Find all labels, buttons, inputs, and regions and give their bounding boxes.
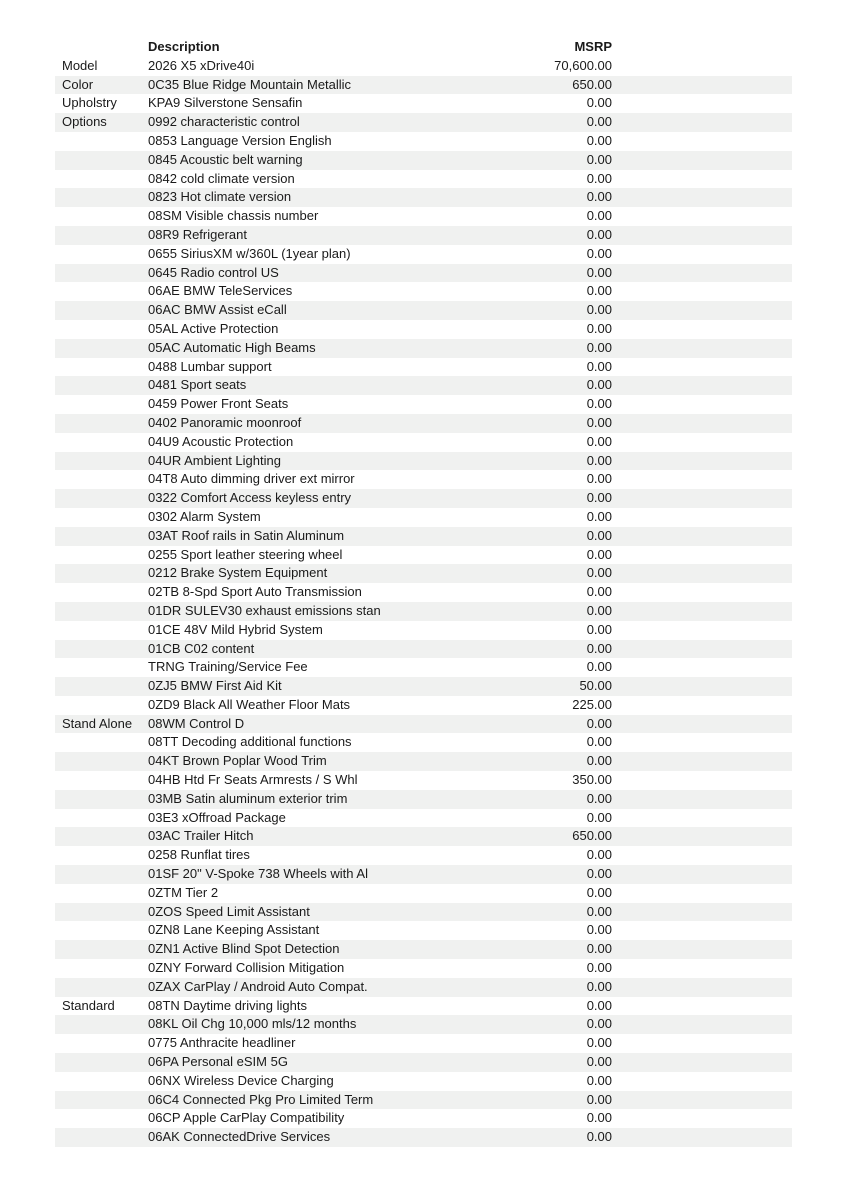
table-row [55, 677, 792, 696]
row-filler [612, 564, 792, 583]
row-msrp: 0.00 [586, 602, 612, 618]
row-msrp: 0.00 [586, 941, 612, 957]
row-category [55, 583, 148, 602]
row-filler [612, 94, 792, 113]
table-row [55, 395, 792, 414]
table-row [55, 865, 792, 884]
table-row [55, 602, 792, 621]
row-description: 0ZD9 Black All Weather Floor Mats [148, 696, 351, 712]
row-filler [612, 921, 792, 940]
row-msrp: 0.00 [586, 640, 612, 656]
row-category [55, 903, 148, 922]
row-description: 04UR Ambient Lighting [148, 452, 281, 468]
row-description: 0ZTM Tier 2 [148, 884, 219, 900]
row-category [55, 790, 148, 809]
row-category: Color [62, 76, 94, 92]
row-category [55, 395, 148, 414]
table-row [55, 188, 792, 207]
row-msrp: 0.00 [586, 508, 612, 524]
row-msrp: 0.00 [586, 753, 612, 769]
row-description: 05AC Automatic High Beams [148, 339, 316, 355]
row-category [55, 527, 148, 546]
row-msrp: 0.00 [586, 884, 612, 900]
row-filler [612, 113, 792, 132]
msrp-column-header: MSRP [574, 39, 612, 54]
row-category [55, 809, 148, 828]
row-msrp: 0.00 [586, 226, 612, 242]
category-column-header [55, 38, 148, 57]
row-msrp: 225.00 [572, 696, 612, 712]
table-row [55, 940, 792, 959]
row-msrp: 0.00 [586, 1016, 612, 1032]
table-row [55, 433, 792, 452]
row-msrp: 0.00 [586, 170, 612, 186]
row-msrp: 0.00 [586, 132, 612, 148]
table-row [55, 846, 792, 865]
row-msrp: 0.00 [586, 358, 612, 374]
row-filler [612, 395, 792, 414]
row-category [55, 320, 148, 339]
row-filler [612, 978, 792, 997]
row-category [55, 414, 148, 433]
row-filler [612, 940, 792, 959]
row-msrp: 0.00 [586, 790, 612, 806]
row-description: 0ZNY Forward Collision Mitigation [148, 960, 345, 976]
table-row [55, 226, 792, 245]
row-description: 0853 Language Version English [148, 132, 332, 148]
row-description: 06C4 Connected Pkg Pro Limited Term [148, 1091, 374, 1107]
row-msrp: 0.00 [586, 1072, 612, 1088]
row-category [55, 621, 148, 640]
table-row [55, 489, 792, 508]
row-filler [612, 358, 792, 377]
table-row [55, 640, 792, 659]
table-row [55, 997, 792, 1016]
table-row [55, 527, 792, 546]
row-filler [612, 546, 792, 565]
row-category [55, 752, 148, 771]
row-filler [612, 1015, 792, 1034]
table-row [55, 921, 792, 940]
row-filler [612, 57, 792, 76]
row-msrp: 0.00 [586, 978, 612, 994]
row-category [55, 884, 148, 903]
row-msrp: 0.00 [586, 264, 612, 280]
row-filler [612, 433, 792, 452]
row-description: 04HB Htd Fr Seats Armrests / S Whl [148, 772, 358, 788]
row-description: 08R9 Refrigerant [148, 226, 247, 242]
row-category [55, 508, 148, 527]
row-filler [612, 1128, 792, 1147]
row-category [55, 151, 148, 170]
row-category [55, 865, 148, 884]
row-description: 0ZJ5 BMW First Aid Kit [148, 678, 282, 694]
table-row [55, 245, 792, 264]
row-category [55, 433, 148, 452]
row-msrp: 0.00 [586, 1035, 612, 1051]
row-msrp: 0.00 [586, 659, 612, 675]
table-row [55, 76, 792, 95]
table-row [55, 752, 792, 771]
row-description: 0459 Power Front Seats [148, 396, 289, 412]
row-description: 0402 Panoramic moonroof [148, 414, 302, 430]
row-msrp: 0.00 [586, 1110, 612, 1126]
row-description: 01DR SULEV30 exhaust emissions stan [148, 602, 381, 618]
row-description: 0C35 Blue Ridge Mountain Metallic [148, 76, 352, 92]
row-filler [612, 846, 792, 865]
table-row [55, 564, 792, 583]
row-category [55, 188, 148, 207]
row-category [55, 1109, 148, 1128]
row-msrp: 0.00 [586, 208, 612, 224]
row-msrp: 0.00 [586, 1091, 612, 1107]
row-category [55, 1015, 148, 1034]
row-category [55, 1053, 148, 1072]
row-filler [612, 1072, 792, 1091]
table-row [55, 733, 792, 752]
row-description: 01CE 48V Mild Hybrid System [148, 621, 323, 637]
row-description: 0ZN1 Active Blind Spot Detection [148, 941, 340, 957]
row-category [55, 282, 148, 301]
row-description: 03MB Satin aluminum exterior trim [148, 790, 348, 806]
row-filler [612, 527, 792, 546]
row-description: 0212 Brake System Equipment [148, 565, 328, 581]
row-filler [612, 677, 792, 696]
table-row [55, 508, 792, 527]
row-category: Standard [62, 997, 115, 1013]
row-description: 08KL Oil Chg 10,000 mls/12 months [148, 1016, 357, 1032]
row-description: 03AT Roof rails in Satin Aluminum [148, 527, 345, 543]
header-row [55, 38, 792, 57]
row-category [55, 132, 148, 151]
row-description: 04U9 Acoustic Protection [148, 433, 294, 449]
row-msrp: 0.00 [586, 903, 612, 919]
row-filler [612, 771, 792, 790]
row-filler [612, 621, 792, 640]
table-row [55, 113, 792, 132]
row-category [55, 564, 148, 583]
row-category [55, 921, 148, 940]
table-row [55, 715, 792, 734]
table-row [55, 301, 792, 320]
row-description: 06AK ConnectedDrive Services [148, 1129, 331, 1145]
row-filler [612, 414, 792, 433]
row-category [55, 264, 148, 283]
row-description: KPA9 Silverstone Sensafin [148, 95, 303, 111]
row-description: 0992 characteristic control [148, 114, 300, 130]
row-category [55, 1091, 148, 1110]
row-filler [612, 715, 792, 734]
row-filler [612, 508, 792, 527]
row-filler [612, 1053, 792, 1072]
row-description: 02TB 8-Spd Sport Auto Transmission [148, 584, 362, 600]
row-msrp: 0.00 [586, 960, 612, 976]
table-row [55, 1072, 792, 1091]
row-filler [612, 884, 792, 903]
table-row [55, 1034, 792, 1053]
row-description: 0ZAX CarPlay / Android Auto Compat. [148, 978, 368, 994]
row-filler [612, 903, 792, 922]
row-description: 0ZOS Speed Limit Assistant [148, 903, 310, 919]
table-row [55, 1091, 792, 1110]
row-msrp: 0.00 [586, 997, 612, 1013]
row-msrp: 0.00 [586, 377, 612, 393]
row-category [55, 846, 148, 865]
row-description: 0823 Hot climate version [148, 189, 292, 205]
row-description: 01CB C02 content [148, 640, 255, 656]
table-row [55, 376, 792, 395]
row-msrp: 0.00 [586, 114, 612, 130]
row-category [55, 470, 148, 489]
pricing-table [55, 38, 792, 1147]
row-description: 0655 SiriusXM w/360L (1year plan) [148, 245, 351, 261]
row-msrp: 0.00 [586, 1054, 612, 1070]
table-row [55, 827, 792, 846]
table-row [55, 978, 792, 997]
row-category [55, 1034, 148, 1053]
row-category [55, 640, 148, 659]
row-msrp: 0.00 [586, 320, 612, 336]
row-filler [612, 151, 792, 170]
table-row [55, 790, 792, 809]
row-filler [612, 1091, 792, 1110]
row-filler [612, 640, 792, 659]
table-row [55, 696, 792, 715]
row-category [55, 677, 148, 696]
row-category [55, 827, 148, 846]
row-msrp: 0.00 [586, 546, 612, 562]
row-msrp: 0.00 [586, 584, 612, 600]
row-description: 0302 Alarm System [148, 508, 261, 524]
row-filler [612, 339, 792, 358]
row-filler [612, 1109, 792, 1128]
table-row [55, 94, 792, 113]
pricing-table-body [55, 57, 792, 1147]
row-filler [612, 376, 792, 395]
row-msrp: 0.00 [586, 396, 612, 412]
row-description: 0488 Lumbar support [148, 358, 272, 374]
row-msrp: 70,600.00 [554, 57, 612, 73]
table-row [55, 452, 792, 471]
table-row [55, 414, 792, 433]
table-row [55, 959, 792, 978]
row-description: 2026 X5 xDrive40i [148, 57, 255, 73]
row-description: 08TT Decoding additional functions [148, 734, 352, 750]
row-description: 03AC Trailer Hitch [148, 828, 254, 844]
table-row [55, 151, 792, 170]
table-row [55, 903, 792, 922]
row-category [55, 170, 148, 189]
row-description: 0258 Runflat tires [148, 847, 250, 863]
row-description: 0842 cold climate version [148, 170, 295, 186]
row-category [55, 696, 148, 715]
row-msrp: 0.00 [586, 95, 612, 111]
row-filler [612, 959, 792, 978]
row-filler [612, 452, 792, 471]
description-column-header: Description [148, 39, 220, 54]
row-category [55, 358, 148, 377]
row-filler [612, 226, 792, 245]
table-row [55, 546, 792, 565]
row-msrp: 0.00 [586, 189, 612, 205]
row-filler [612, 809, 792, 828]
row-filler [612, 207, 792, 226]
table-row [55, 1053, 792, 1072]
row-msrp: 650.00 [572, 828, 612, 844]
row-filler [612, 997, 792, 1016]
row-filler [612, 320, 792, 339]
table-row [55, 170, 792, 189]
row-category [55, 226, 148, 245]
row-msrp: 0.00 [586, 621, 612, 637]
row-description: 06CP Apple CarPlay Compatibility [148, 1110, 345, 1126]
row-description: 06AE BMW TeleServices [148, 283, 293, 299]
row-category [55, 245, 148, 264]
row-description: 08TN Daytime driving lights [148, 997, 307, 1013]
row-msrp: 0.00 [586, 715, 612, 731]
row-description: 06NX Wireless Device Charging [148, 1072, 334, 1088]
row-msrp: 0.00 [586, 490, 612, 506]
row-filler [612, 188, 792, 207]
row-filler [612, 827, 792, 846]
table-row [55, 884, 792, 903]
row-msrp: 0.00 [586, 866, 612, 882]
table-row [55, 809, 792, 828]
row-msrp: 0.00 [586, 339, 612, 355]
table-row [55, 264, 792, 283]
row-category [55, 207, 148, 226]
row-category [55, 1072, 148, 1091]
row-filler [612, 602, 792, 621]
row-filler [612, 489, 792, 508]
pricing-table-header [55, 38, 792, 57]
row-filler [612, 658, 792, 677]
row-category [55, 339, 148, 358]
row-filler [612, 1034, 792, 1053]
row-category: Stand Alone [62, 715, 133, 731]
row-description: 0845 Acoustic belt warning [148, 151, 303, 167]
row-msrp: 0.00 [586, 565, 612, 581]
row-description: 03E3 xOffroad Package [148, 809, 286, 825]
row-category [55, 376, 148, 395]
row-description: TRNG Training/Service Fee [148, 659, 308, 675]
row-filler [612, 264, 792, 283]
row-msrp: 0.00 [586, 452, 612, 468]
table-row [55, 207, 792, 226]
row-category [55, 940, 148, 959]
table-row [55, 320, 792, 339]
row-msrp: 350.00 [572, 772, 612, 788]
row-filler [612, 696, 792, 715]
row-msrp: 0.00 [586, 527, 612, 543]
table-row [55, 1128, 792, 1147]
row-description: 06AC BMW Assist eCall [148, 302, 287, 318]
row-description: 05AL Active Protection [148, 320, 279, 336]
row-msrp: 0.00 [586, 1129, 612, 1145]
table-row [55, 282, 792, 301]
row-filler [612, 470, 792, 489]
row-filler [612, 583, 792, 602]
row-description: 06PA Personal eSIM 5G [148, 1054, 288, 1070]
row-category [55, 733, 148, 752]
row-description: 01SF 20" V-Spoke 738 Wheels with Al [148, 866, 368, 882]
row-msrp: 0.00 [586, 433, 612, 449]
row-description: 04T8 Auto dimming driver ext mirror [148, 471, 355, 487]
table-row [55, 132, 792, 151]
row-description: 08WM Control D [148, 715, 245, 731]
row-msrp: 0.00 [586, 414, 612, 430]
table-row [55, 771, 792, 790]
row-msrp: 0.00 [586, 734, 612, 750]
row-category: Options [62, 114, 107, 130]
row-filler [612, 132, 792, 151]
row-category [55, 452, 148, 471]
row-msrp: 0.00 [586, 151, 612, 167]
row-category [55, 658, 148, 677]
row-description: 0775 Anthracite headliner [148, 1035, 296, 1051]
row-msrp: 0.00 [586, 471, 612, 487]
row-category [55, 546, 148, 565]
row-category [55, 489, 148, 508]
row-description: 0ZN8 Lane Keeping Assistant [148, 922, 320, 938]
row-msrp: 0.00 [586, 847, 612, 863]
row-filler [612, 790, 792, 809]
row-category [55, 771, 148, 790]
row-category [55, 959, 148, 978]
table-row [55, 1015, 792, 1034]
row-msrp: 0.00 [586, 922, 612, 938]
row-filler [612, 170, 792, 189]
row-category [55, 978, 148, 997]
row-filler [612, 733, 792, 752]
row-category: Upholstry [62, 95, 117, 111]
table-row [55, 358, 792, 377]
table-row [55, 470, 792, 489]
row-description: 08SM Visible chassis number [148, 208, 319, 224]
table-row [55, 1109, 792, 1128]
row-msrp: 0.00 [586, 302, 612, 318]
row-filler [612, 282, 792, 301]
row-msrp: 50.00 [579, 678, 612, 694]
row-filler [612, 245, 792, 264]
row-description: 0255 Sport leather steering wheel [148, 546, 343, 562]
row-msrp: 0.00 [586, 809, 612, 825]
table-row [55, 621, 792, 640]
row-category [55, 1128, 148, 1147]
table-row [55, 57, 792, 76]
table-row [55, 339, 792, 358]
row-filler [612, 752, 792, 771]
table-row [55, 583, 792, 602]
row-category [55, 301, 148, 320]
filler-column-header [612, 38, 792, 57]
row-filler [612, 865, 792, 884]
row-category: Model [62, 57, 98, 73]
row-filler [612, 76, 792, 95]
row-filler [612, 301, 792, 320]
row-description: 0322 Comfort Access keyless entry [148, 490, 352, 506]
row-description: 0481 Sport seats [148, 377, 247, 393]
row-category [55, 602, 148, 621]
table-row [55, 658, 792, 677]
row-description: 0645 Radio control US [148, 264, 279, 280]
row-msrp: 0.00 [586, 245, 612, 261]
row-msrp: 0.00 [586, 283, 612, 299]
row-description: 04KT Brown Poplar Wood Trim [148, 753, 327, 769]
row-msrp: 650.00 [572, 76, 612, 92]
